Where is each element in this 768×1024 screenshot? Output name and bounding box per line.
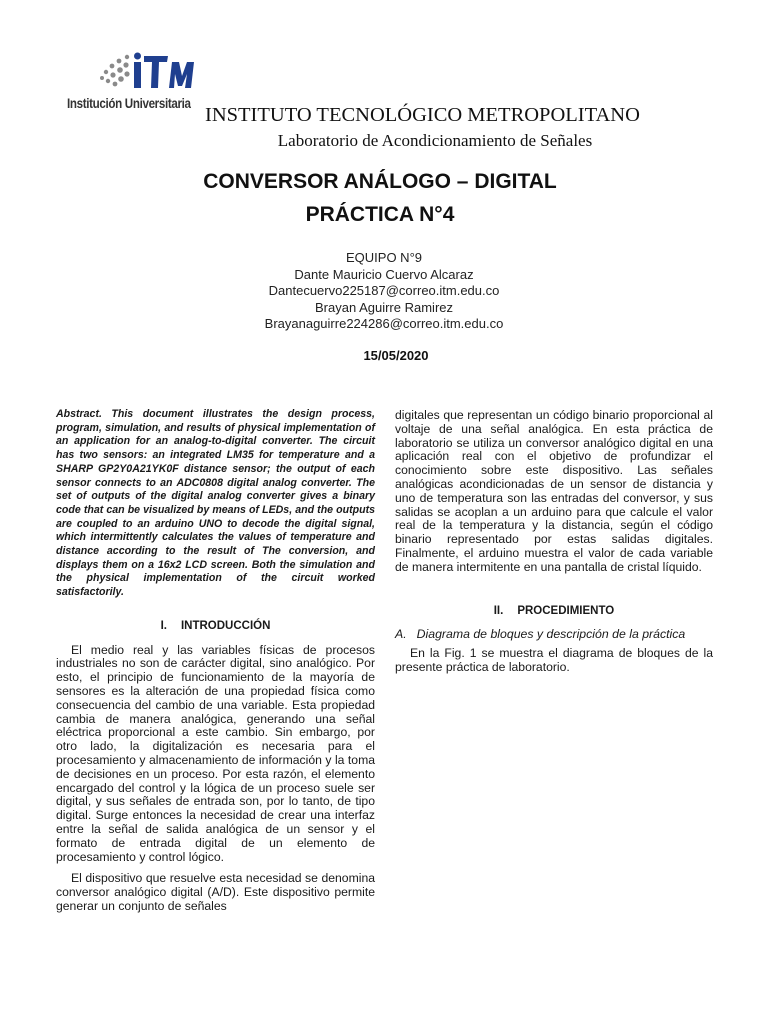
paper-title: CONVERSOR ANÁLOGO – DIGITAL [203, 170, 557, 193]
section-heading [56, 620, 375, 634]
laboratory-name: Laboratorio de Acondicionamiento de Señales [277, 131, 593, 150]
logo-subtitle: Institución Universitaria [67, 96, 191, 111]
institution-name: INSTITUTO TECNOLÓGICO METROPOLITANO [205, 104, 640, 126]
paper-date: 15/05/2020 [363, 348, 429, 363]
section-heading [395, 605, 713, 619]
author-name: Brayan Aguirre Ramirez [315, 299, 453, 315]
subsection-title: Diagrama de bloques y descripción de la práctica [416, 627, 686, 642]
section-title: PROCEDIMIENTO [517, 604, 615, 617]
section-title: INTRODUCCIÓN [180, 619, 271, 632]
subsection-heading [395, 628, 713, 642]
subsection-letter: A. [395, 627, 407, 642]
team-label: EQUIPO N°9 [346, 250, 422, 265]
itm-logo-icon [96, 48, 196, 94]
abstract: Abstract. This document illustrates the design process, program, simulation, and results of physical implementation of an application for an analog-to-digital converter. The circuit has two sensors: an integrated LM35 for temperature and a SHARP GP2Y0A21YK0F distance sensor; the output of each sensor connects to an ADC0808 digital analog converter. The set of outputs of the digital analog converter gives a binary code that can be visualized by means of LEDs, and the outputs are coupled to an arduino UNO to decode the digital signal, which intermittently calculates the values of temperature and distance according to the result of The conversion, and displays them on a 16x2 LCD screen. Both the simulation and the physical implementation of the circuit worked satisfactorily. [56, 408, 375, 599]
paragraph: El medio real y las variables físicas de procesos industriales no son de carácter digital, sino analógico. Por esto, el principio de funcionamiento de la mayoría de sensores es la alteración de una propiedad física como consecuencia del cambio de una variable. Esta propiedad cambia de manera analógica, generando una señal eléctrica proporcional a este cambio. Sin embargo, por otro lado, la digitalización es necesaria para el procesamiento y almacenamiento de información y la toma de decisiones en un proceso. Por esta razón, el elemento encargado del control y la lógica de un proceso suele ser digital, y sus señales de entrada son, por lo tanto, de tipo digital. Surge entonces la necesidad de crear una interfaz entre la señal de salida analógica de un sensor y el formato de entrada digital de un elemento de procesamiento y control lógico. [56, 642, 375, 864]
paragraph: digitales que representan un código binario proporcional al voltaje de una señal analógica. En esta práctica de laboratorio se utiliza un conversor analógico digital en una aplicación real con el objetivo de profundizar el conocimiento sobre este dispositivo. Las señales analógicas acondicionadas de un sensor de distancia y uno de temperatura son las entradas del conversor, y sus salidas se acoplan a un arduino para que calcule el valor real de la temperatura y la distancia, según el código binario representado por estas salidas digitales. Finalmente, el arduino muestra el valor de cada variable de manera intermitente en una pantalla de cristal líquido. [395, 408, 713, 574]
author-name: Dante Mauricio Cuervo Alcaraz [294, 266, 474, 282]
itm-logo [62, 44, 202, 124]
section-number: II. [493, 604, 504, 617]
paragraph: En la Fig. 1 se muestra el diagrama de bloques de la presente práctica de laboratorio. [395, 646, 713, 674]
section-number: I. [160, 619, 167, 632]
paper-subtitle: PRÁCTICA N°4 [305, 203, 455, 226]
left-column [56, 408, 375, 922]
author-block [0, 250, 768, 333]
paragraph: El dispositivo que resuelve esta necesidad se denomina conversor analógico digital (A/D). Este dispositivo permite generar un conjunto de señales [56, 871, 375, 913]
author-email: Dantecuervo225187@correo.itm.edu.co [268, 283, 500, 298]
right-column [395, 409, 713, 683]
author-email: Brayanaguirre224286@correo.itm.edu.co [264, 316, 504, 331]
